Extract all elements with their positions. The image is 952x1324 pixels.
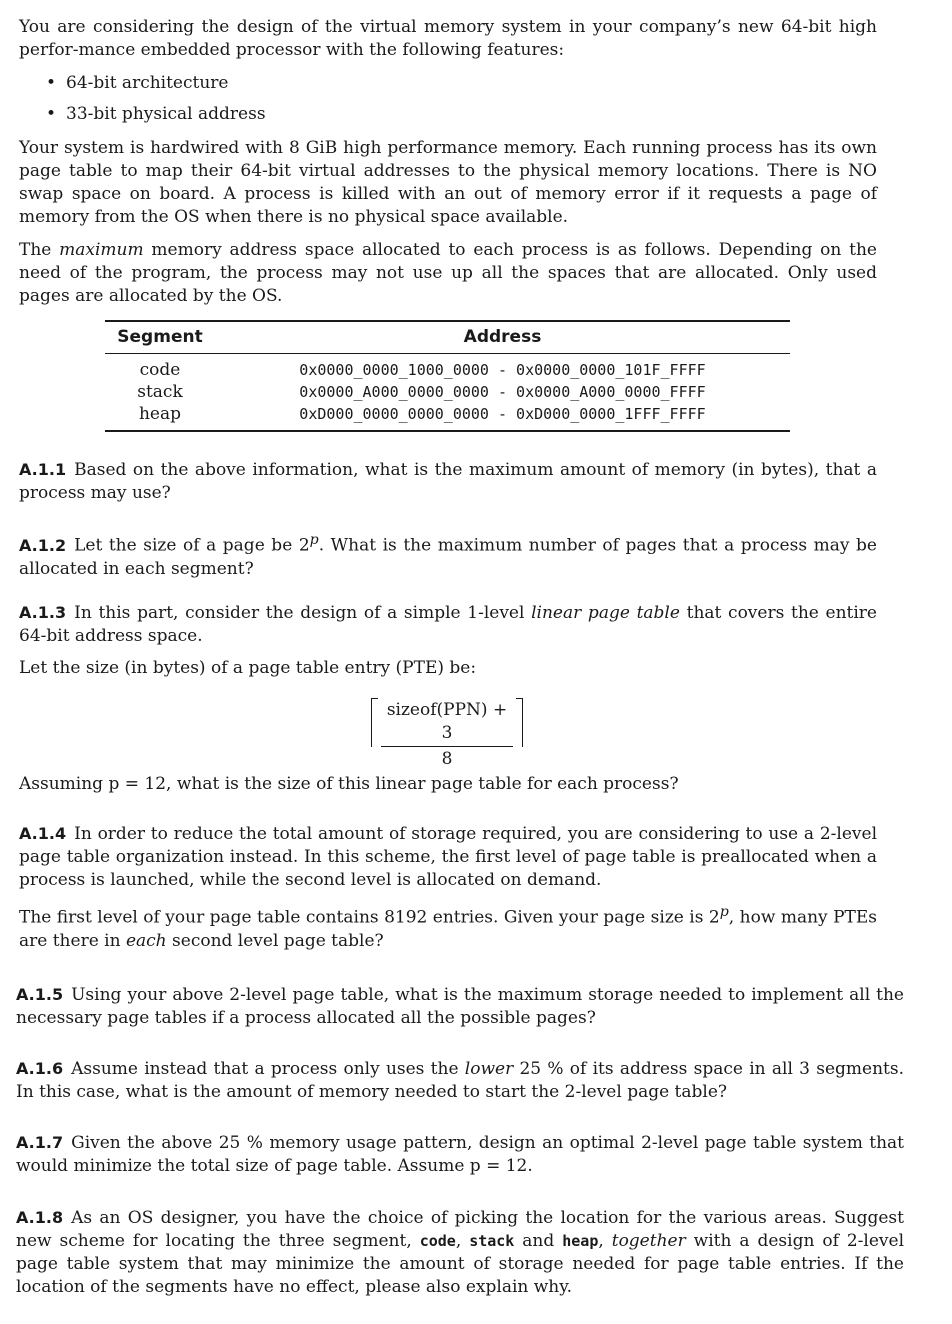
question-label: A.1.7	[16, 1133, 64, 1152]
table-row	[105, 403, 790, 431]
table-row	[105, 354, 790, 382]
question-a11: A.1.1 Based on the above information, what is the maximum amount of memory (in bytes), that a process may use?	[19, 460, 877, 503]
ceiling-right-bracket	[516, 698, 523, 747]
question-a16: A.1.6 Assume instead that a process only uses the lower 25 % of its address space in all 3 segments. In this case, what is the amount of memory needed to start the 2-level page table?	[16, 1059, 904, 1102]
pte-formula	[371, 698, 523, 769]
question-label: A.1.3	[19, 603, 67, 622]
question-label: A.1.6	[16, 1059, 64, 1078]
segment-header: Segment	[105, 321, 215, 354]
question-a14: A.1.4 In order to reduce the total amount of storage required, you are considering to use a 2-level page table organization instead. In this scheme, the first level of page table is preallocated when a process is launched, while the second level is allocated on demand.	[19, 824, 877, 890]
question-label: A.1.8	[16, 1208, 64, 1227]
question-a13: A.1.3 In this part, consider the design of a simple 1-level linear page table that covers the entire 64-bit address space.	[19, 603, 877, 646]
feature-item: • 33-bit physical address	[46, 103, 266, 126]
address-cell: 0xD000_0000_0000_0000 - 0xD000_0000_1FFF_FFFF	[215, 403, 790, 431]
first-level-paragraph: The first level of your page table contains 8192 entries. Given your page size is 2$^p$, how many PTEs are there in each second level page table?	[19, 904, 877, 951]
segment-table	[105, 320, 790, 432]
intro-paragraph: You are considering the design of the virtual memory system in your company’s new 64-bit high perfor-mance embedded processor with the following features:	[19, 17, 877, 60]
question-label: A.1.5	[16, 985, 64, 1004]
question-a18: A.1.8 As an OS designer, you have the choice of picking the location for the various areas. Suggest new scheme for locating the three segment, code, stack and heap, together with a design of 2-level page table system that may minimize the amount of storage needed for page table entries. If the location of the segments have no effect, please also explain why.	[16, 1208, 905, 1297]
pte-size-line: Let the size (in bytes) of a page table entry (PTE) be:	[19, 658, 477, 678]
stack-keyword: stack	[469, 1232, 515, 1250]
fraction	[381, 699, 513, 771]
segment-cell: stack	[137, 382, 183, 402]
segment-cell: code	[139, 360, 181, 380]
memory-paragraph: Your system is hardwired with 8 GiB high performance memory. Each running process has its own page table to map their 64-bit virtual addresses to the physical memory locations. There is NO swap space on board. A process is killed with an out of memory error if it requests a page of memory from the OS when there is no physical space available.	[19, 138, 877, 227]
address-cell: 0x0000_0000_1000_0000 - 0x0000_0000_101F_FFFF	[299, 361, 706, 379]
fraction-denominator: 8	[441, 749, 453, 769]
feature-list	[46, 72, 266, 126]
question-label: A.1.2	[19, 535, 67, 555]
heap-keyword: heap	[562, 1232, 599, 1250]
address-header: Address	[215, 321, 790, 354]
table-row	[105, 381, 790, 403]
question-label: A.1.1	[19, 460, 67, 479]
segment-cell: heap	[105, 403, 215, 431]
ceiling-left-bracket	[371, 698, 378, 747]
question-a12: A.1.2 Let the size of a page be 2$^p$. What is the maximum number of pages that a process may be allocated in each segment?	[19, 532, 877, 579]
code-keyword: code	[419, 1232, 456, 1250]
question-a17: A.1.7 Given the above 25 % memory usage pattern, design an optimal 2-level page table system that would minimize the total size of page table. Assume p = 12.	[16, 1133, 904, 1176]
question-label: A.1.4	[19, 824, 67, 843]
fraction-numerator: sizeof(PPN) + 3	[381, 699, 513, 747]
question-a15: A.1.5 Using your above 2-level page table, what is the maximum storage needed to implement all the necessary page tables if a process allocated all the possible pages?	[16, 985, 904, 1028]
address-space-paragraph: The maximum memory address space allocated to each process is as follows. Depending on the need of the program, the process may not use up all the spaces that are allocated. Only used pages are allocated by the OS.	[19, 240, 877, 306]
assumption-line: Assuming p = 12, what is the size of this linear page table for each process?	[19, 774, 679, 794]
feature-item: • 64-bit architecture	[46, 72, 266, 95]
address-cell: 0x0000_A000_0000_0000 - 0x0000_A000_0000_FFFF	[299, 383, 706, 401]
